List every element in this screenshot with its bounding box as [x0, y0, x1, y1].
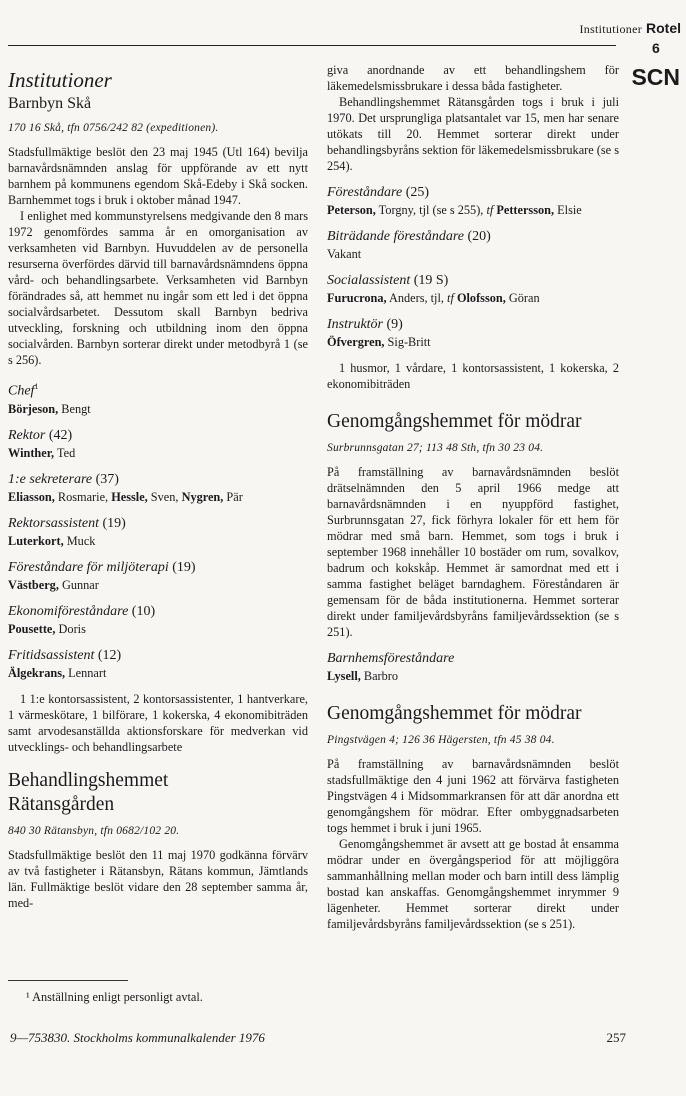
role-title: Föreståndare för miljöterapi [8, 559, 169, 575]
role-count: (20) [464, 229, 491, 244]
ratan-para-1-cont: giva anordnande av ett behandlingshem för läkemedelsmissbrukare i dessa båda fastigheter. [327, 63, 619, 93]
given-name: Anders, tjl, [386, 291, 448, 305]
given-name: Barbro [360, 669, 399, 683]
role-title: Chef [8, 383, 35, 399]
role-rektorsassistent [8, 515, 308, 533]
tab-number: 6 [652, 40, 660, 56]
ratan-heading-line-1: Behandlingshemmet [8, 769, 169, 791]
role-count: (19) [99, 515, 126, 531]
barnbyn-heading: Barnbyn Skå [8, 95, 92, 112]
surname: Älgekrans, [8, 665, 66, 680]
surname: Olofsson, [453, 291, 506, 305]
role-count: (19) [168, 559, 196, 575]
person-ratan-socialassistent [327, 290, 619, 306]
surname: Västberg, [8, 577, 59, 592]
given-name: Pär [223, 489, 243, 504]
given-name: Gunnar [58, 577, 99, 592]
ratan-heading [8, 769, 308, 817]
header-rule [8, 45, 616, 46]
role-title: Ekonomiföreståndare [8, 603, 129, 619]
role-title: Föreståndare [327, 185, 403, 200]
role-rektor [8, 427, 308, 445]
person-ratan-instruktor [327, 334, 619, 350]
left-column [8, 62, 308, 911]
given-name: Torgny, tjl (se s 255), [375, 203, 487, 217]
role-title: Biträdande föreståndare [327, 229, 465, 244]
role-count: (9) [383, 317, 403, 332]
footnote-mark: 1 [34, 382, 39, 391]
given-name: Ted [54, 445, 76, 460]
person-fritidsassistent [8, 665, 308, 681]
person-ratan-forestandare [327, 202, 619, 218]
surname: Pettersson, [493, 203, 555, 217]
role-count: (19 S) [410, 273, 449, 288]
role-barnhemsforestandare: Barnhemsföreståndare [327, 651, 455, 666]
surname: Peterson, [327, 203, 376, 217]
person-1e-sekreterare [8, 489, 308, 505]
role-title: Fritidsassistent [8, 647, 95, 663]
role-ratan-socialassistent [327, 272, 619, 290]
person-rektorsassistent [8, 533, 308, 549]
role-1e-sekreterare [8, 471, 308, 489]
surname: Lysell, [327, 669, 361, 683]
pingst-para-1: På framställning av barnavårdsnämnden beslöt stadsfullmäktige den 4 juni 1962 att förvärva fastigheten Pingstvägen 4 i Midsommarkransen för att där anordna ett genomgångshem för mödrar. Efter ombyggnadsarbeten togs hemmet i bruk i juni 1965. [327, 757, 619, 835]
barnbyn-para-1: Stadsfullmäktige beslöt den 23 maj 1945 (Utl 164) bevilja barnavårdsnämnden anslag för uppförande av ett nytt barnhem på kommunens egendom Skå-Edeby i Skå socken. Barnhemmet togs i bruk i oktober månad 1947. [8, 145, 308, 207]
ratan-heading-line-2: Rätansgården [8, 793, 115, 815]
surname: Winther, [8, 445, 55, 460]
surname: Hessle, [111, 489, 148, 504]
role-title: Rektor [8, 427, 46, 443]
pingst-heading: Genomgångshemmet för mödrar [327, 703, 582, 724]
person-barnhemsforestandare [327, 668, 619, 684]
running-head: Institutioner [579, 22, 642, 36]
role-ekonomiforestandare [8, 603, 308, 621]
given-name: Göran [505, 291, 540, 305]
role-ratan-forestandare [327, 184, 619, 202]
person-forestandare-miljoterapi [8, 577, 308, 593]
role-fritidsassistent [8, 647, 308, 665]
role-ratan-instruktor [327, 316, 619, 334]
person-rektor [8, 445, 308, 461]
person-ratan-bitr-forestandare: Vakant [327, 247, 362, 261]
role-count: (12) [94, 647, 122, 663]
ratan-address: 840 30 Rätansbyn, tfn 0682/102 20. [8, 824, 180, 837]
given-name: Bengt [58, 401, 91, 416]
surname: Öfvergren, [327, 335, 385, 349]
given-name: Muck [63, 533, 96, 548]
tf-abbrev: tf [447, 291, 454, 305]
barnbyn-address: 170 16 Skå, tfn 0756/242 82 (expeditionen). [8, 122, 219, 134]
surname: Nygren, [181, 489, 224, 504]
given-name: Lennart [65, 665, 107, 680]
tf-abbrev: tf [486, 203, 494, 217]
pingst-address: Pingstvägen 4; 126 36 Hägersten, tfn 45 38 04. [327, 734, 555, 746]
surname: Börjeson, [8, 401, 59, 416]
role-title: Socialassistent [327, 273, 411, 288]
given-name: Sven, [147, 489, 182, 504]
given-name: Elsie [554, 203, 582, 217]
section-title: Institutioner [8, 68, 112, 92]
pingst-para-2: Genomgångshemmet är avsett att ge bostad åt ensamma mödrar under en övergångsperiod för att möjliggöra sammanhållning mellan moder och barn intill dess lämplig bostad kan anskaffas. Genomgångshemmet inrymmer 9 lägenheter. Hemmet sorterar direkt under familjevårdsbyråns familjevårdssektion (se s 251). [327, 837, 619, 931]
tab-label: Rotel [646, 20, 681, 36]
surname: Pousette, [8, 621, 56, 636]
person-ekonomiforestandare [8, 621, 308, 637]
surbrunn-heading: Genomgångshemmet för mödrar [327, 411, 582, 432]
role-title: 1:e sekreterare [8, 471, 93, 487]
given-name: Rosmarie, [54, 489, 112, 504]
given-name: Sig-Britt [384, 335, 431, 349]
tab-code: SCN [631, 64, 680, 90]
given-name: Doris [55, 621, 86, 636]
role-chef [8, 378, 308, 401]
role-count: (42) [45, 427, 73, 443]
surname: Luterkort, [8, 533, 64, 548]
footnote-rule [8, 980, 128, 981]
surbrunn-address: Surbrunnsgatan 27; 113 48 Sth, tfn 30 23 04. [327, 442, 544, 454]
role-ratan-bitr-forestandare [327, 228, 619, 246]
role-title: Instruktör [327, 317, 383, 332]
role-count: (37) [92, 471, 119, 487]
role-title: Rektorsassistent [8, 515, 99, 531]
ratan-staff: 1 husmor, 1 vårdare, 1 kontorsassistent, 1 kokerska, 2 ekonomibiträden [327, 361, 619, 391]
person-chef [8, 401, 308, 417]
role-forestandare-miljoterapi [8, 559, 308, 577]
surname: Eliasson, [8, 489, 55, 504]
right-column [327, 62, 619, 932]
role-count: (10) [128, 603, 156, 619]
role-count: (25) [402, 185, 430, 200]
footnote: ¹ Anställning enligt personligt avtal. [26, 990, 203, 1004]
page-number: 257 [606, 1030, 626, 1045]
surname: Furucrona, [327, 291, 387, 305]
barnbyn-para-2: I enlighet med kommunstyrelsens medgivande den 8 mars 1972 genomfördes samma år en omorganisation av verksamheten vid Barnbyn. Huvuddelen av de personella resurserna överfördes därvid till barnavårdsnämndens öppna vård- och behandlingsarbete. Verksamheten vid Barnbyn förändrades så, att hemmet nu ingår som ett led i det öppna socialvårdsarbetet. Dessutom skall Barnbyn bedriva utveckling, forskning och utbildning inom den öppna socialvården. Barnbyn sorterar direkt under metodbyrå 1 (se s 256). [8, 209, 308, 367]
surbrunn-para: På framställning av barnavårdsnämnden beslöt drätselnämnden den 5 april 1966 medge att barnavårdsnämnden i en nyuppförd fastighet, Surbrunnsgatan 27, fick förhyra lokaler för ett hem för mödrar med små barn. Hemmet, som togs i bruk i september 1968 innehåller 10 bostäder om rum, sovalkov, badrum och kokskåp. Hemmet är samordnat med ett i samma fastighet beläget barndaghem. Föreståndaren är gemensam för de båda institutionerna. Hemmet sorterar direkt under familjevårdsbyråns familjevårdssektion (se s 251). [327, 465, 619, 639]
barnbyn-staff: 1 1:e kontorsassistent, 2 kontorsassistenter, 1 hantverkare, 1 värmeskötare, 1 bilförare, 1 kokerska, 4 ekonomibiträden samt arvodesanställda aktionsforskare för medverkan vid utvecklings- och behandlingsarbete [8, 691, 308, 754]
ratan-para-1: Stadsfullmäktige beslöt den 11 maj 1970 godkänna förvärv av två fastigheter i Rätansbyn, Rätans kommun, Jämtlands län. Fullmäktige beslöt vidare den 28 september samma år, med- [8, 847, 308, 910]
footer-publication: 9—753830. Stockholms kommunalkalender 1976 [10, 1030, 265, 1045]
ratan-para-2: Behandlingshemmet Rätansgården togs i bruk i juli 1970. Det ursprungliga platsantalet var 15, men har senare utökats till 20. Hemmet sorterar direkt under behandlingsbyråns sektion för läkemedelsmissbrukare (se s 254). [327, 95, 619, 173]
